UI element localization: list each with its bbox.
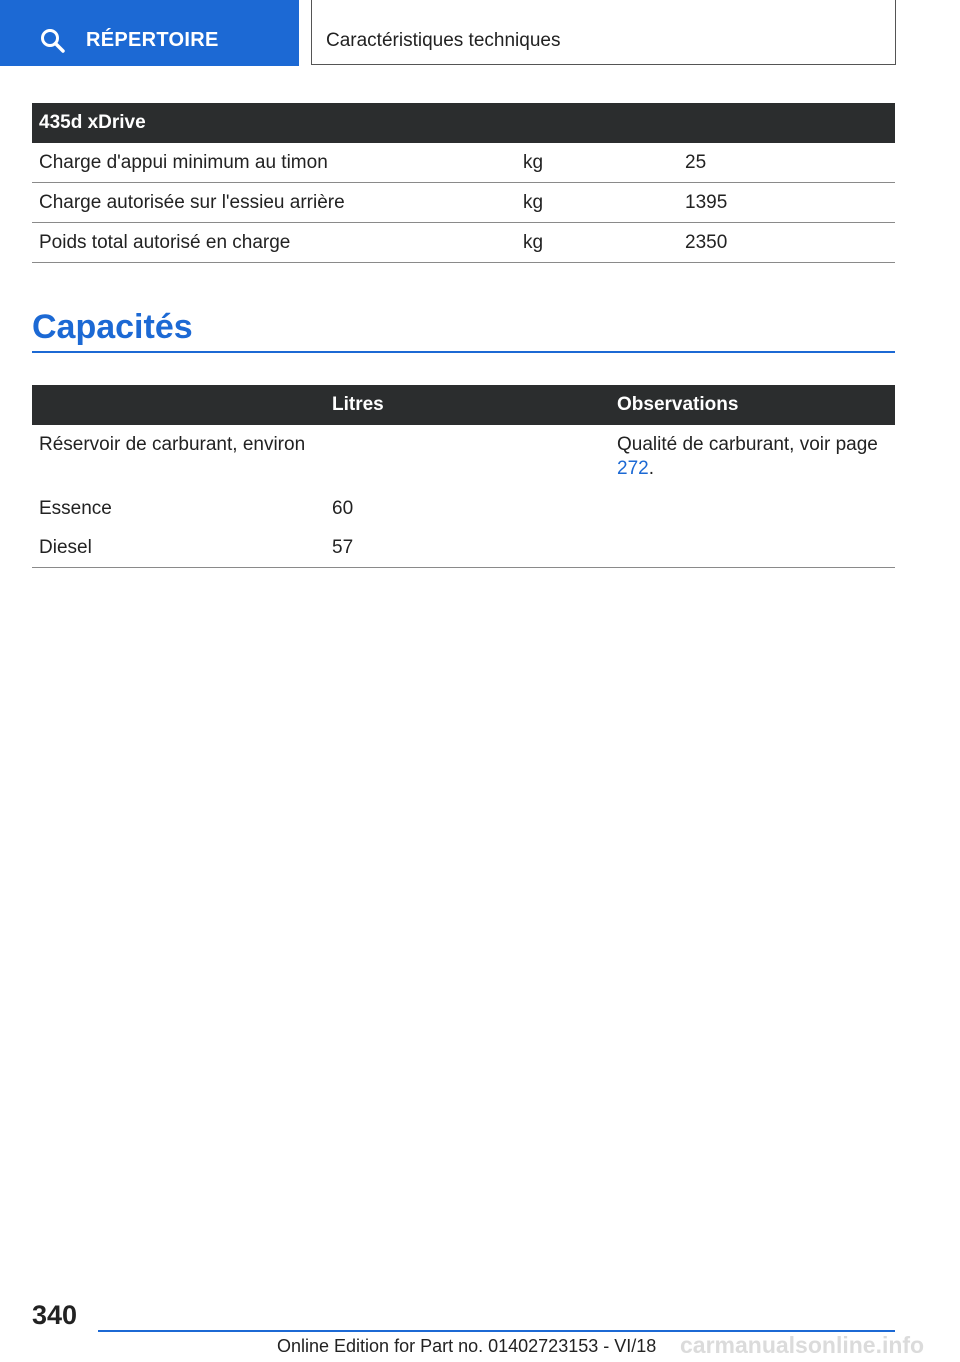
table-row xyxy=(32,528,895,568)
row-label: Diesel xyxy=(32,528,325,568)
top-bar xyxy=(0,0,960,66)
search-label: RÉPERTOIRE xyxy=(86,29,219,51)
row-litres: 60 xyxy=(332,498,354,519)
header-observations: Observations xyxy=(610,385,895,425)
row-unit: kg xyxy=(516,223,678,263)
page-link[interactable]: 272 xyxy=(617,458,649,479)
table-row xyxy=(32,143,895,183)
table-row xyxy=(32,425,895,489)
table-header: 435d xDrive xyxy=(32,103,895,143)
capacities-heading: Capacités xyxy=(32,308,193,346)
header-litres: Litres xyxy=(325,385,610,425)
table-row xyxy=(32,489,895,528)
heading-divider xyxy=(32,351,895,353)
row-litres xyxy=(325,425,610,489)
row-value: 2350 xyxy=(678,223,895,263)
edition-text: Online Edition for Part no. 01402723153 - VI/18 xyxy=(277,1336,657,1356)
capacities-table xyxy=(32,385,895,568)
observation-text: Qualité de carburant, voir page xyxy=(617,434,878,455)
section-title-tab[interactable] xyxy=(311,0,896,65)
row-observation xyxy=(610,528,895,568)
row-label: Réservoir de carburant, environ xyxy=(39,434,306,455)
watermark: carmanualsonline.info xyxy=(680,1332,925,1358)
row-observation xyxy=(610,489,895,528)
table-header-row xyxy=(32,103,895,143)
table-header-row xyxy=(32,385,895,425)
table-row xyxy=(32,183,895,223)
header-empty xyxy=(32,385,325,425)
row-unit: kg xyxy=(516,143,678,183)
row-litres: 57 xyxy=(325,528,610,568)
section-title: Caractéristiques techniques xyxy=(326,30,561,51)
weights-table xyxy=(32,103,895,263)
table-row xyxy=(32,223,895,263)
row-value: 25 xyxy=(678,143,895,183)
observation-end: . xyxy=(648,458,654,479)
row-label: Poids total autorisé en charge xyxy=(32,223,516,263)
row-unit: kg xyxy=(516,183,678,223)
search-icon xyxy=(40,28,66,54)
row-value: 1395 xyxy=(678,183,895,223)
row-label: Charge d'appui minimum au timon xyxy=(32,143,516,183)
page-number: 340 xyxy=(32,1300,78,1330)
row-observation xyxy=(610,425,895,489)
search-button[interactable] xyxy=(0,0,299,66)
row-label: Essence xyxy=(39,498,112,519)
row-label: Charge autorisée sur l'essieu arrière xyxy=(32,183,516,223)
